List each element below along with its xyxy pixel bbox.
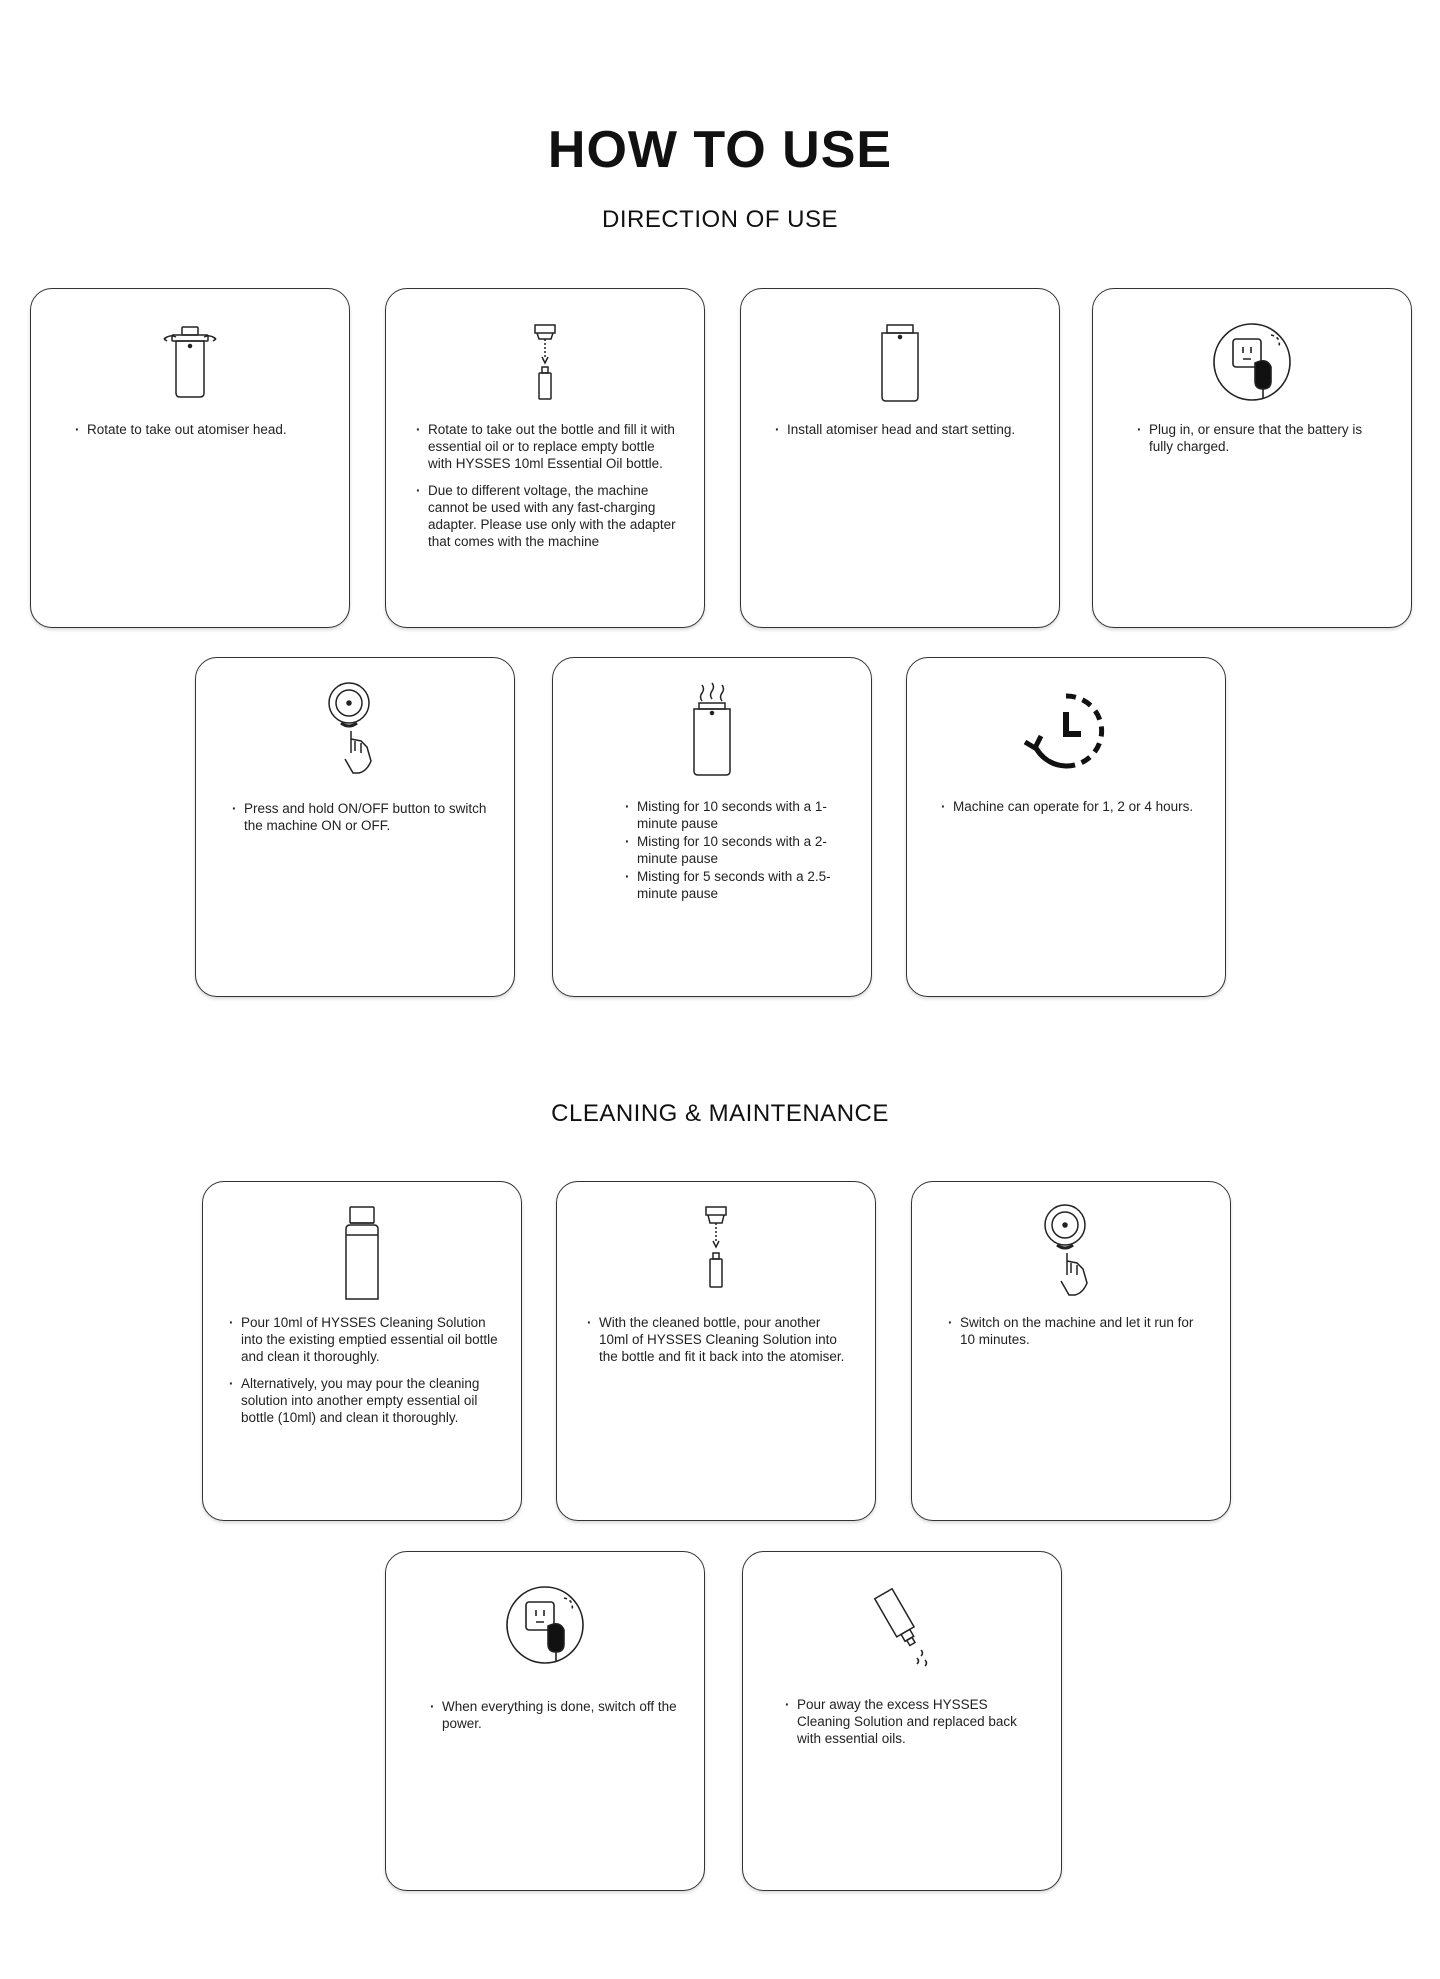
direction-step-card bbox=[30, 288, 350, 628]
direction-step-card bbox=[1092, 288, 1412, 628]
step-bullet: · Plug in, or ensure that the battery is fully charged. bbox=[1137, 421, 1389, 455]
direction-step-card bbox=[385, 288, 705, 628]
direction-step-card bbox=[906, 657, 1226, 997]
page-title: HOW TO USE bbox=[547, 121, 893, 179]
pour-away-bottle-icon bbox=[743, 1580, 1061, 1670]
step-text bbox=[625, 798, 849, 903]
step-bullet: · Misting for 5 seconds with a 2.5-minute pause bbox=[625, 868, 849, 902]
plug-socket-icon bbox=[1093, 317, 1411, 407]
misting-device-icon bbox=[553, 686, 871, 776]
step-text bbox=[75, 421, 327, 448]
bottle-refit-icon bbox=[557, 1208, 875, 1298]
step-text bbox=[416, 421, 682, 560]
step-bullet: · Due to different voltage, the machine cannot be used with any fast-charging adapter. Please use only with the adapter that comes with the machine bbox=[416, 482, 682, 550]
step-bullet: · With the cleaned bottle, pour another 10ml of HYSSES Cleaning Solution into the bottle and fit it back into the atomiser. bbox=[587, 1314, 853, 1365]
step-text bbox=[1137, 421, 1389, 465]
cleaning-step-card bbox=[202, 1181, 522, 1521]
cleaning-bottle-icon bbox=[203, 1208, 521, 1298]
step-bullet: · Alternatively, you may pour the cleaning solution into another empty essential oil bottle (10ml) and clean it thoroughly. bbox=[229, 1375, 499, 1426]
power-switch-on-icon bbox=[912, 1208, 1230, 1298]
step-bullet: · Switch on the machine and let it run for 10 minutes. bbox=[948, 1314, 1208, 1348]
step-bullet: · Rotate to take out the bottle and fill it with essential oil or to replace empty bottle with HYSSES 10ml Essential Oil bottle. bbox=[416, 421, 682, 472]
atomiser-rotate-icon bbox=[31, 317, 349, 407]
step-bullet: · When everything is done, switch off the power. bbox=[430, 1698, 682, 1732]
step-text bbox=[785, 1696, 1039, 1757]
cleaning-step-card bbox=[911, 1181, 1231, 1521]
unplug-socket-icon bbox=[386, 1580, 704, 1670]
direction-of-use-heading: DIRECTION OF USE bbox=[601, 206, 838, 233]
step-text bbox=[948, 1314, 1208, 1358]
step-bullet: · Machine can operate for 1, 2 or 4 hours. bbox=[941, 798, 1203, 815]
timer-clock-icon bbox=[907, 686, 1225, 776]
step-text bbox=[229, 1314, 499, 1436]
step-bullet: · Install atomiser head and start setting. bbox=[775, 421, 1037, 438]
step-bullet: · Rotate to take out atomiser head. bbox=[75, 421, 327, 438]
cleaning-step-card bbox=[742, 1551, 1062, 1891]
step-bullet: · Misting for 10 seconds with a 2-minute pause bbox=[625, 833, 849, 867]
bottle-refill-icon bbox=[386, 317, 704, 407]
step-text bbox=[430, 1698, 682, 1742]
direction-step-card bbox=[195, 657, 515, 997]
cleaning-step-card bbox=[556, 1181, 876, 1521]
cleaning-step-card bbox=[385, 1551, 705, 1891]
step-bullet: · Misting for 10 seconds with a 1-minute pause bbox=[625, 798, 849, 832]
cleaning-maintenance-heading: CLEANING & MAINTENANCE bbox=[551, 1100, 889, 1127]
direction-step-card bbox=[740, 288, 1060, 628]
step-text bbox=[941, 798, 1203, 825]
step-bullet: · Pour 10ml of HYSSES Cleaning Solution into the existing emptied essential oil bottle and clean it thoroughly. bbox=[229, 1314, 499, 1365]
direction-step-card bbox=[552, 657, 872, 997]
power-button-press-icon bbox=[196, 686, 514, 776]
step-text bbox=[775, 421, 1037, 448]
step-text bbox=[587, 1314, 853, 1375]
step-bullet: · Press and hold ON/OFF button to switch the machine ON or OFF. bbox=[232, 800, 492, 834]
step-text bbox=[232, 800, 492, 844]
atomiser-install-icon bbox=[741, 317, 1059, 407]
step-bullet: · Pour away the excess HYSSES Cleaning Solution and replaced back with essential oils. bbox=[785, 1696, 1039, 1747]
